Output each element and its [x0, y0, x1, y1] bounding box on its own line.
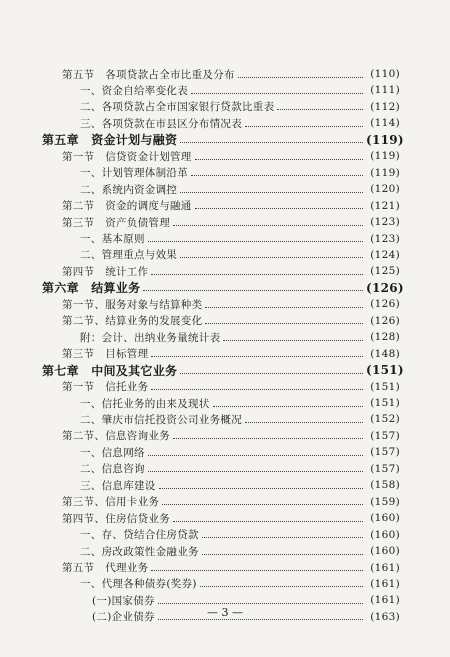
toc-title: 一、存、贷结合住房贷款: [80, 529, 199, 542]
dot-leader: [148, 471, 363, 472]
dot-leader: [223, 340, 363, 341]
toc-page-number: (114): [370, 117, 400, 130]
toc-page-number: (160): [370, 545, 400, 558]
toc-page-number: (119): [370, 150, 400, 163]
dot-leader: [213, 406, 363, 407]
dot-leader: [191, 93, 363, 94]
toc-title: 二、系统内资金调控: [80, 183, 178, 196]
toc-title: 第五节 代理业务: [62, 562, 149, 574]
toc-title: 三、各项贷款在市县区分布情况表: [80, 117, 242, 130]
dot-leader: [277, 109, 363, 110]
toc-page-number: (112): [370, 100, 400, 113]
toc-title: 一、基本原则: [80, 233, 145, 245]
toc-title: 第四节、住房信贷业务: [62, 512, 170, 525]
dot-leader: [158, 619, 363, 620]
toc-title: (一)国家债券: [92, 594, 155, 607]
dot-leader: [205, 307, 363, 308]
dot-leader: [238, 77, 363, 78]
toc-page-number: (161): [370, 594, 400, 607]
toc-page-number: (161): [370, 577, 400, 590]
toc-page-number: (163): [370, 610, 400, 623]
dot-leader: [245, 422, 363, 423]
dot-leader: [200, 586, 363, 587]
dot-leader: [162, 504, 363, 505]
toc-page-number: (157): [370, 446, 400, 459]
toc-page-number: (151): [370, 397, 400, 409]
dot-leader: [143, 290, 363, 291]
toc-page-number: (160): [370, 528, 400, 541]
dot-leader: [180, 142, 363, 143]
toc-page-number: (161): [370, 561, 400, 574]
toc-title: (二)企业债券: [92, 611, 155, 624]
toc-page-number: (119): [370, 166, 400, 179]
toc-page-number: (110): [370, 68, 400, 80]
toc-title: 第一节 信贷资金计划管理: [62, 150, 192, 163]
toc-title: 第七章 中间及其它业务: [42, 363, 178, 378]
toc-page-number: (120): [370, 183, 400, 196]
toc-page-number: (125): [370, 265, 400, 278]
toc-title: 第五节 各项贷款占全市比重及分布: [62, 68, 235, 81]
dot-leader: [173, 521, 363, 522]
toc-title: 二、管理重点与效果: [80, 249, 178, 262]
toc-title: 二、房改政策性金融业务: [80, 545, 199, 558]
page-number: — 3 —: [207, 606, 243, 619]
dot-leader: [151, 389, 363, 390]
toc-title: 一、资金自给率变化表: [80, 84, 188, 97]
dot-leader: [151, 570, 363, 571]
toc-page-number: (128): [370, 331, 400, 344]
toc-page-number: (123): [370, 232, 400, 245]
toc-page-number: (126): [366, 280, 404, 295]
toc-title: 第六章 结算业务: [42, 281, 141, 296]
dot-leader: [195, 208, 363, 209]
dot-leader: [191, 175, 363, 176]
toc-title: 第三节、信用卡业务: [62, 496, 160, 509]
dot-leader: [173, 225, 363, 226]
toc-title: 第二节、结算业务的发展变化: [62, 315, 203, 328]
toc-title: 二、肇庆市信托投资公司业务概况: [80, 413, 242, 426]
dot-leader: [180, 257, 363, 258]
toc-title: 第三节 资产负债管理: [62, 216, 170, 229]
dot-leader: [180, 192, 363, 193]
toc-page-number: (126): [370, 314, 400, 327]
toc-page-number: (119): [366, 132, 404, 147]
toc-page-number: (159): [370, 495, 400, 508]
toc-page-number: (123): [370, 216, 400, 229]
toc-title: 二、各项贷款占全市国家银行贷款比重表: [80, 101, 275, 114]
toc-title: 第一节、服务对象与结算种类: [62, 298, 203, 311]
toc-page-number: (158): [370, 479, 400, 492]
toc-page-number: (148): [370, 347, 400, 360]
dot-leader: [151, 356, 363, 357]
toc-page-number: (121): [370, 199, 400, 212]
dot-leader: [151, 274, 363, 275]
toc-title: 第三节 目标管理: [62, 348, 149, 361]
toc-page-number: (157): [370, 462, 400, 475]
toc-page-number: (124): [370, 248, 400, 261]
dot-leader: [202, 554, 363, 555]
toc-title: 第二节 资金的调度与融通: [62, 200, 192, 213]
toc-page-number: (126): [370, 298, 400, 311]
toc-title: 第二节、信息咨询业务: [62, 430, 170, 443]
toc-title: 一、计划管理体制沿革: [80, 167, 188, 180]
dot-leader: [158, 603, 363, 604]
toc-page-number: (157): [370, 429, 400, 442]
toc-title: 一、代理各种债券(奖券): [80, 578, 197, 591]
dot-leader: [148, 241, 363, 242]
toc-title: 一、信托业务的由来及现状: [80, 397, 210, 410]
toc-title: 第四节 统计工作: [62, 265, 149, 278]
toc-title: 一、信息网络: [80, 446, 145, 459]
dot-leader: [180, 373, 363, 374]
toc-page-number: (152): [370, 413, 400, 426]
dot-leader: [245, 126, 363, 127]
toc-title: 第五章 资金计划与融资: [42, 133, 178, 148]
toc-page-number: (151): [370, 380, 400, 393]
toc-page-number: (151): [366, 363, 404, 378]
dot-leader: [202, 537, 363, 538]
dot-leader: [159, 488, 363, 489]
toc-title: 二、信息咨询: [80, 463, 145, 476]
dot-leader: [205, 323, 363, 324]
toc-page-number: (160): [370, 512, 400, 525]
toc-page-number: (111): [370, 84, 400, 97]
dot-leader: [148, 455, 363, 456]
toc-title: 附：会计、出纳业务量统计表: [80, 331, 221, 344]
dot-leader: [173, 438, 363, 439]
toc-title: 三、信息库建设: [80, 479, 156, 492]
toc-title: 第一节 信托业务: [62, 381, 149, 394]
dot-leader: [195, 159, 363, 160]
